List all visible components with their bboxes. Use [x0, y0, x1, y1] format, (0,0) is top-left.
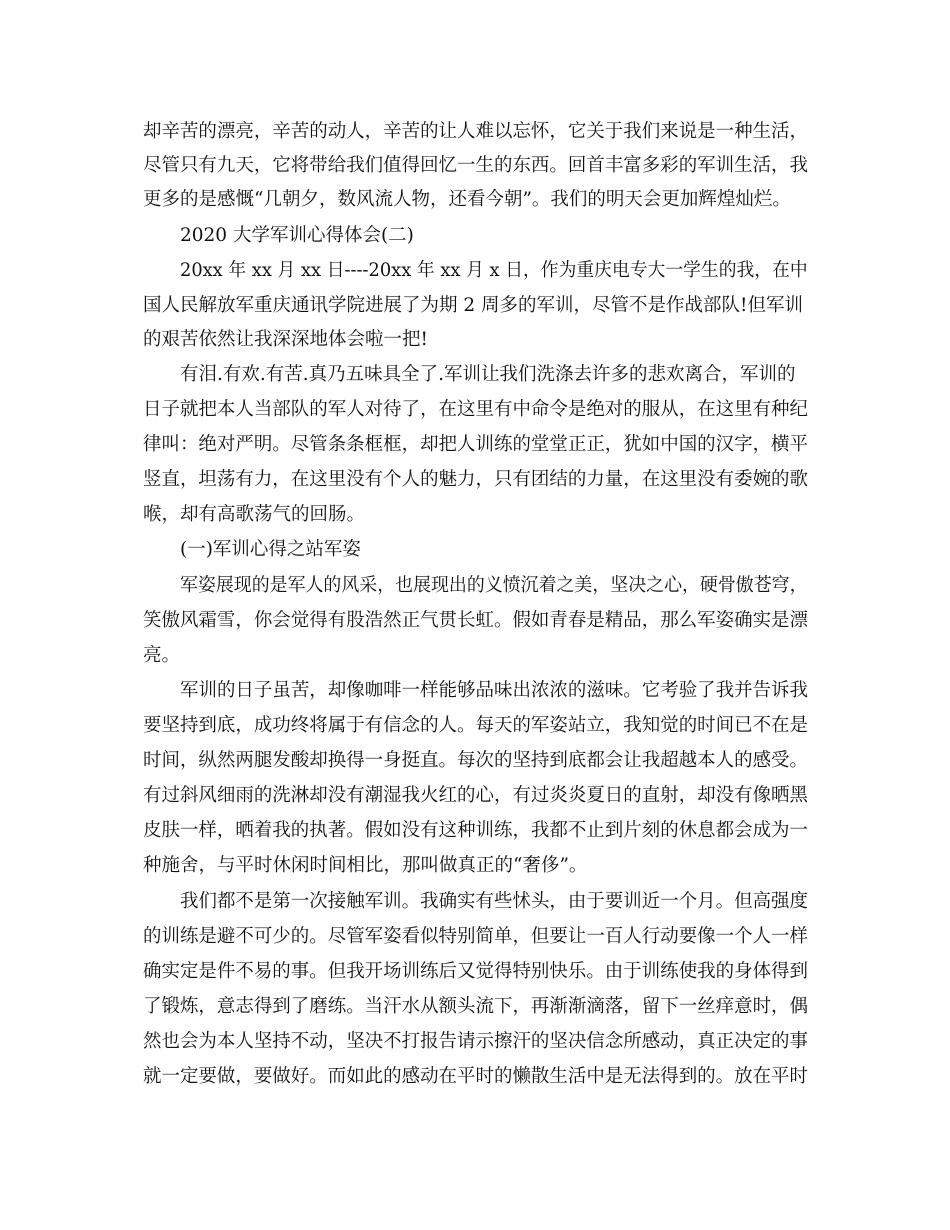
text-line: 律叫：绝对严明。尽管条条框框，却把人训练的堂堂正正，犹如中国的汉字，横平: [143, 434, 809, 455]
paragraph-first-line: 军姿展现的是军人的风采，也展现出的义愤沉着之美，坚决之心，硬骨傲苍穹，: [180, 575, 808, 596]
paragraph-first-line: 有泪.有欢.有苦.真乃五味具全了.军训让我们洗涤去许多的悲欢离合，军训的: [180, 364, 796, 385]
paragraph-first-line: 军训的日子虽苦，却像咖啡一样能够品味出浓浓的滋味。它考验了我并告诉我: [180, 680, 809, 701]
text-line: 更多的是感慨“几朝夕，数风流人物，还看今朝”。我们的明天会更加辉煌灿烂。: [143, 189, 791, 210]
paragraph-first-line: 20xx 年 xx 月 xx 日----20xx 年 xx 月 x 日，作为重庆电专大一学生的我，在中: [180, 260, 808, 281]
text-line: 确实定是件不易的事。但我开场训练后又觉得特别快乐。由于训练使我的身体得到: [143, 961, 809, 982]
text-line: 有过斜风细雨的洗淋却没有潮湿我火红的心，有过炎炎夏日的直射，却没有像晒黑: [143, 785, 809, 806]
text-line: 日子就把本人当部队的军人对待了，在这里有中命令是绝对的服从，在这里有种纪: [143, 399, 809, 420]
text-line: 喉，却有高歌荡气的回肠。: [143, 504, 366, 525]
text-line: 种施舍，与平时休闲时间相比，那叫做真正的“奢侈”。: [143, 855, 588, 876]
section-heading: 2020 大学军训心得体会(二): [180, 225, 414, 246]
text-line: 然也会为本人坚持不动，坚决不打报告请示擦汗的坚决信念所感动，真正决定的事: [143, 1031, 809, 1052]
paragraph-first-line: 我们都不是第一次接触军训。我确实有些怵头，由于要训近一个月。但高强度: [180, 891, 809, 912]
text-line: 却辛苦的漂亮，辛苦的动人，辛苦的让人难以忘怀，它关于我们来说是一种生活，: [143, 121, 809, 142]
text-line: 亮。: [143, 645, 181, 666]
text-line: 笑傲风霜雪，你会觉得有股浩然正气贯长虹。假如青春是精品，那么军姿确实是漂: [143, 610, 809, 631]
text-line: 竖直，坦荡有力，在这里没有个人的魅力，只有团结的力量，在这里没有委婉的歌: [143, 469, 809, 490]
text-line: 国人民解放军重庆通讯学院进展了为期 2 周多的军训，尽管不是作战部队!但军训: [143, 295, 803, 316]
text-line: 就一定要做，要做好。而如此的感动在平时的懒散生活中是无法得到的。放在平时: [143, 1066, 809, 1087]
text-line: 时间，纵然两腿发酸却换得一身挺直。每次的坚持到底都会让我超越本人的感受。: [143, 750, 809, 771]
text-line: 要坚持到底，成功终将属于有信念的人。每天的军姿站立，我知觉的时间已不在是: [143, 715, 809, 736]
text-line: 的艰苦依然让我深深地体会啦一把!: [143, 329, 428, 350]
text-line: 尽管只有九天，它将带给我们值得回忆一生的东西。回首丰富多彩的军训生活，我: [143, 155, 809, 176]
section-heading: (一)军训心得之站军姿: [180, 539, 361, 560]
text-line: 皮肤一样，晒着我的执著。假如没有这种训练，我都不止到片刻的休息都会成为一: [143, 820, 809, 841]
text-line: 的训练是避不可少的。尽管军姿看似特别简单，但要让一百人行动要像一个人一样: [143, 926, 809, 947]
text-line: 了锻炼，意志得到了磨练。当汗水从额头流下，再渐渐滴落，留下一丝痒意时，偶: [143, 996, 809, 1017]
